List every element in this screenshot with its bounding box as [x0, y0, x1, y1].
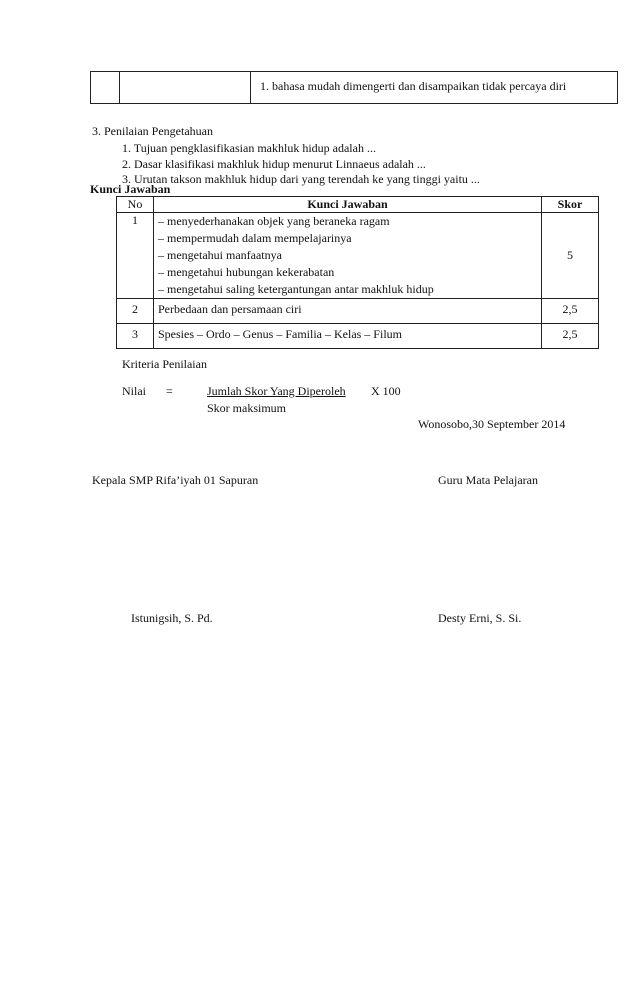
answer-cell — [154, 213, 542, 299]
row-number: 2 — [117, 299, 154, 324]
question-3: 3. Urutan takson makhluk hidup dari yang terendah ke yang tinggi yaitu ... — [122, 172, 480, 186]
score-cell: 2,5 — [542, 324, 599, 349]
formula-multiplier: X 100 — [371, 384, 401, 398]
criteria-title: Kriteria Penilaian — [122, 357, 207, 371]
score-cell: 2,5 — [542, 299, 599, 324]
row-number: 1 — [117, 213, 154, 299]
formula-label: Nilai — [122, 384, 146, 398]
answer-line: – mengetahui hubungan kekerabatan — [158, 265, 335, 279]
formula-denominator: Skor maksimum — [207, 401, 287, 415]
answer-key-table — [116, 196, 599, 349]
table-row — [117, 324, 599, 349]
header-score: Skor — [542, 197, 599, 213]
principal-title: Kepala SMP Rifa’iyah 01 Sapuran — [92, 473, 259, 487]
score-cell: 5 — [542, 213, 599, 299]
teacher-title: Guru Mata Pelajaran — [438, 473, 538, 487]
section-title: 3. Penilaian Pengetahuan — [92, 124, 213, 138]
answer-line: – mengetahui saling ketergantungan antar makhluk hidup — [158, 282, 434, 296]
table-row — [117, 213, 599, 299]
answer-key-heading: Kunci Jawaban — [90, 182, 171, 196]
header-no: No — [117, 197, 154, 213]
answer-line: – mengetahui manfaatnya — [158, 248, 282, 262]
rubric-item: 1. bahasa mudah dimengerti dan disampaikan tidak percaya diri — [260, 79, 567, 93]
header-answer: Kunci Jawaban — [154, 197, 542, 213]
principal-name: Istunigsih, S. Pd. — [131, 611, 213, 625]
table-divider — [119, 72, 120, 103]
place-date: Wonosobo,30 September 2014 — [418, 417, 566, 431]
formula-numerator: Jumlah Skor Yang Diperoleh — [207, 384, 346, 398]
rubric-table-fragment — [90, 71, 618, 104]
answer-line: – mempermudah dalam mempelajarinya — [158, 231, 352, 245]
answer-cell: Perbedaan dan persamaan ciri — [154, 299, 542, 324]
table-header-row — [117, 197, 599, 213]
formula-equals: = — [166, 384, 173, 398]
answer-line: – menyederhanakan objek yang beraneka ragam — [158, 214, 390, 228]
table-divider — [250, 72, 251, 103]
question-1: 1. Tujuan pengklasifikasian makhluk hidup adalah ... — [122, 141, 376, 155]
row-number: 3 — [117, 324, 154, 349]
teacher-name: Desty Erni, S. Si. — [438, 611, 522, 625]
question-2: 2. Dasar klasifikasi makhluk hidup menurut Linnaeus adalah ... — [122, 157, 426, 171]
table-row — [117, 299, 599, 324]
answer-cell: Spesies – Ordo – Genus – Familia – Kelas – Filum — [154, 324, 542, 349]
